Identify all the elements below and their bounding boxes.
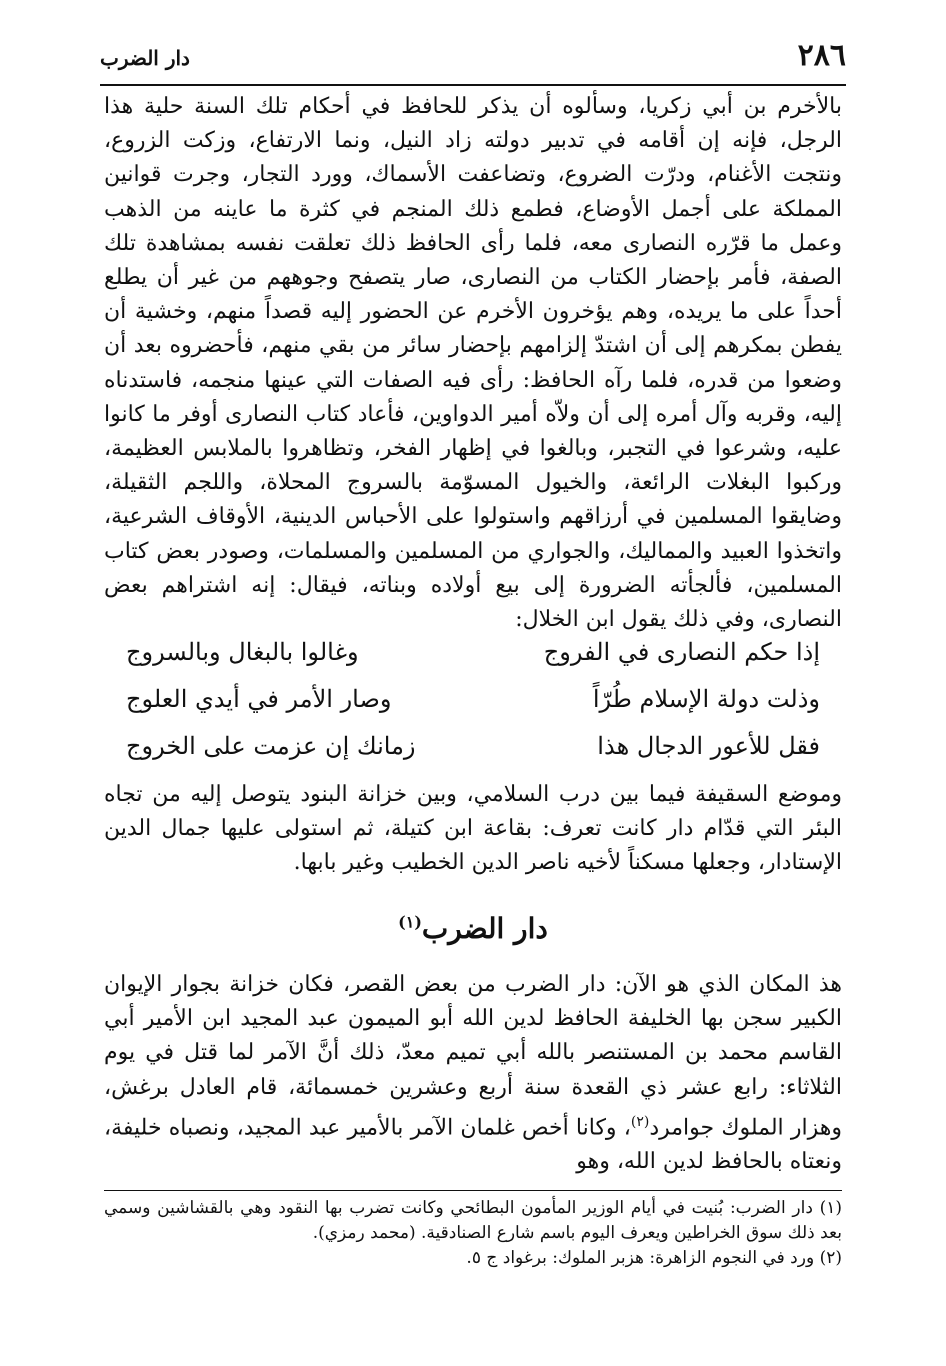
- verse-second-hemistich: زمانك إن عزمت على الخروج: [126, 732, 416, 760]
- footnote: (١) دار الضرب: بُنيت في أيام الوزير المأمون البطائحي وكانت تضرب بها النقود وهي بالقشاشين وسمي بعد ذلك سوق الخراطين ويعرف اليوم باسم شارع الصنادقية. (محمد رمزي).: [104, 1198, 842, 1243]
- running-title: دار الضرب: [100, 46, 190, 70]
- verse-first-hemistich: فقل للأعور الدجال هذا: [597, 732, 820, 760]
- header-divider: [100, 84, 846, 86]
- paragraph: [104, 968, 842, 1180]
- poem-verse: [126, 638, 820, 685]
- footnote: (٢) ورد في النجوم الزاهرة: هزبر الملوك: برغواد ج ٥.: [466, 1248, 842, 1268]
- text-block-2: [104, 778, 842, 881]
- verse-second-hemistich: وصار الأمر في أيدي العلوج: [126, 685, 392, 713]
- verse-first-hemistich: إذا حكم النصارى في الفروج: [543, 638, 820, 666]
- verse-first-hemistich: وذلت دولة الإسلام طُرّاً: [592, 685, 820, 713]
- paragraph: وموضع السقيفة فيما بين درب السلامي، وبين خزانة البنود يتوصل إليه من تجاه البئر التي قدّام دار كانت تعرف: بقاعة ابن كتيلة، ثم استولى عليها جمال الدين الإستادار، وجعلها مسكناً لأخيه ناصر الدين الخطيب وغير بابها.: [104, 782, 842, 876]
- footnotes: [104, 1196, 842, 1271]
- page-header: [100, 38, 846, 78]
- section-title: دار الضرب: [421, 912, 548, 945]
- poem: [126, 638, 820, 779]
- footnote-ref[interactable]: (١): [398, 912, 422, 932]
- text-block-3: [104, 968, 842, 1180]
- paragraph: بالأخرم بن أبي زكريا، وسألوه أن يذكر للحافظ في أحكام تلك السنة حلية هذا الرجل، فإنه إن أقامه في تدبير دولته زاد النيل، ونما الارتفاع، وزكت الزروع، ونتجت الأغنام، ودرّت الضروع، وتضاعفت الأسماك، وورد التجار، وجرت قوانين المملكة على أجمل الأوضاع، فطمع ذلك المنجم في كثرة ما عاينه من الذهب وعمل ما قرّره النصارى معه، فلما رأى الحافظ ذلك تعلقت نفسه بمشاهدة تلك الصفة، فأمر بإحضار الكتاب من النصارى، صار يتصفح وجوههم من غير أن يطلع أحداً على ما يريده، وهم يؤخرون الأخرم عن الحضور إليه قصداً منهم، وخشية أن يفطن بمكرهم إلى أن اشتدّ إلزامهم بإحضار سائر من بقي منهم، فأحضروه بعد أن وضعوا من قدره، فلما رآه الحافظ: رأى فيه الصفات التي عينها منجمه، فاستدناه إليه، وقربه وآل أمره إلى أن ولاّه أمير الدواوين، فأعاد كتاب النصارى أوفر ما كانوا عليه، وشرعوا في التجبر، وبالغوا في إظهار الفخر، وتظاهروا بالملابس العظيمة، وركبوا البغلات الرائعة، والخيول المسوّمة بالسروج المحلاة، واللجم الثقيلة، وضايقوا المسلمين في أرزاقهم واستولوا على الأحباس الدينية، الأوقاف الشرعية، واتخذوا العبيد والمماليك، والجواري من المسلمين والمسلمات، وصودر بعض كتاب المسلمين، فألجأته الضرورة إلى بيع أولاده وبناته، فيقال: إنه اشتراهم بعض النصارى، وفي ذلك يقول ابن الخلال:: [104, 94, 842, 633]
- footnote-divider: [104, 1190, 842, 1191]
- footnote-ref[interactable]: (٢): [630, 1113, 650, 1130]
- page-number: ٢٨٦: [797, 38, 846, 73]
- section-heading: [0, 912, 946, 945]
- text-block-1: [104, 90, 842, 637]
- poem-verse: [126, 685, 820, 732]
- paragraph-text: هذ المكان الذي هو الآن: دار الضرب من بعض القصر، فكان خزانة بجوار الإيوان الكبير سجن بها الخليفة الحافظ لدين الله أبو الميمون عبد المجيد ابن الأمير أبي القاسم محمد بن المستنصر بالله أبي تميم معدّ، ذلك أنَّ الآمر لما قتل في يوم الثلاثاء: رابع عشر ذي القعدة سنة أربع وعشرين خمسمائة، قام العادل برغش، وهزار الملوك جوامرد: [104, 972, 842, 1141]
- verse-second-hemistich: وغالوا بالبغال وبالسروج: [126, 638, 359, 666]
- paragraph-text: ، وكانا أخص غلمان الآمر بالأمير عبد المجيد، ونصباه خليفة، ونعتاه بالحافظ لدين الله، وهو: [104, 1115, 842, 1175]
- poem-verse: [126, 732, 820, 779]
